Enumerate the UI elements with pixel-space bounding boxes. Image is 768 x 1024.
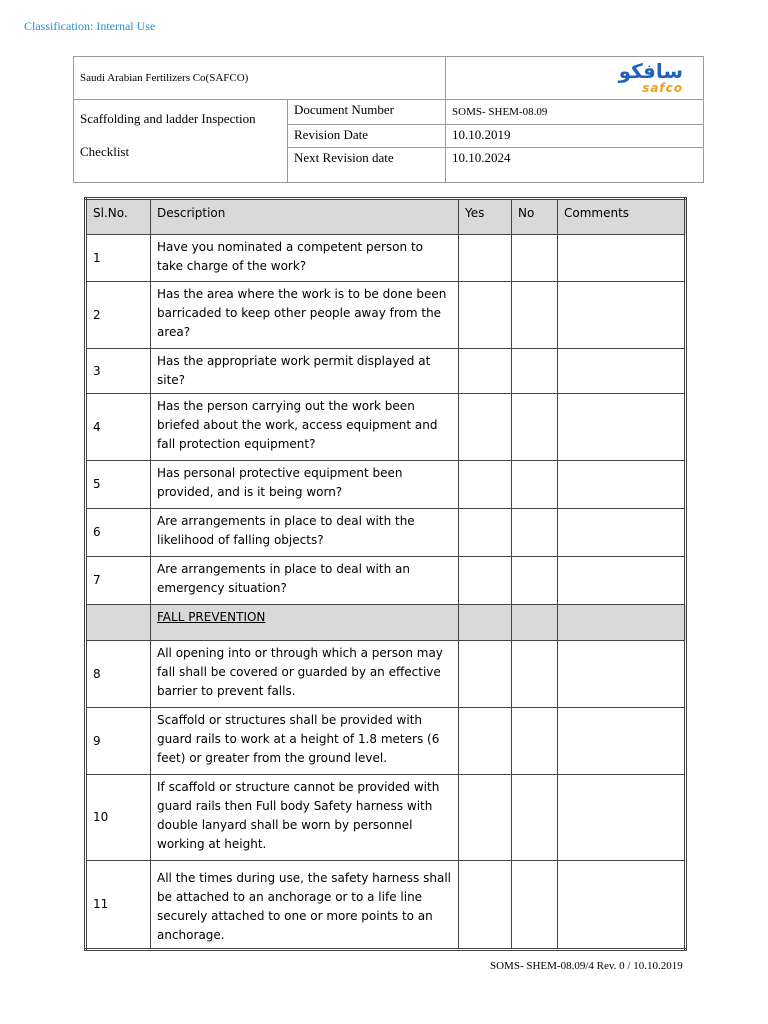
document-number-value: SOMS- SHEM-08.09 (446, 100, 704, 125)
section-cell (459, 605, 512, 641)
header-yes: Yes (459, 199, 512, 235)
row-number: 5 (86, 461, 151, 509)
row-description: Has the appropriate work permit displayed at site? (151, 349, 459, 394)
table-row (86, 461, 686, 509)
footer-document-reference: SOMS- SHEM-08.09/4 Rev. 0 / 10.10.2019 (490, 960, 683, 972)
row-description: Has the person carrying out the work been briefed about the work, access equipment and fall protection equipment? (151, 394, 459, 461)
no-cell[interactable] (512, 775, 558, 861)
table-row (86, 509, 686, 557)
yes-cell[interactable] (459, 861, 512, 950)
logo-arabic-text: سافكو (618, 59, 684, 83)
row-number: 9 (86, 708, 151, 775)
comments-cell[interactable] (558, 394, 686, 461)
no-cell[interactable] (512, 349, 558, 394)
comments-cell[interactable] (558, 349, 686, 394)
yes-cell[interactable] (459, 235, 512, 282)
row-number: 10 (86, 775, 151, 861)
checklist-table (84, 197, 687, 951)
yes-cell[interactable] (459, 282, 512, 349)
company-name: Saudi Arabian Fertilizers Co(SAFCO) (74, 57, 446, 100)
row-description: Scaffold or structures shall be provided with guard rails to work at a height of 1.8 meters (6 feet) or greater from the ground level. (151, 708, 459, 775)
safco-logo (619, 60, 683, 94)
no-cell[interactable] (512, 708, 558, 775)
row-number: 4 (86, 394, 151, 461)
table-row (86, 708, 686, 775)
table-row (86, 775, 686, 861)
row-description: Has the area where the work is to be done been barricaded to keep other people away from the area? (151, 282, 459, 349)
table-row (86, 235, 686, 282)
comments-cell[interactable] (558, 557, 686, 605)
revision-date-label: Revision Date (288, 125, 446, 148)
table-row (86, 557, 686, 605)
comments-cell[interactable] (558, 509, 686, 557)
comments-cell[interactable] (558, 775, 686, 861)
no-cell[interactable] (512, 641, 558, 708)
title-line-1: Scaffolding and ladder Inspection (80, 111, 256, 126)
row-number: 11 (86, 861, 151, 950)
row-number: 8 (86, 641, 151, 708)
yes-cell[interactable] (459, 509, 512, 557)
comments-cell[interactable] (558, 861, 686, 950)
row-description: All the times during use, the safety harness shall be attached to an anchorage or to a life line securely attached to one or more points to an anchorage. (151, 861, 459, 950)
logo-cell (446, 57, 704, 100)
row-number: 1 (86, 235, 151, 282)
table-row (86, 861, 686, 950)
no-cell[interactable] (512, 394, 558, 461)
no-cell[interactable] (512, 235, 558, 282)
row-description: Has personal protective equipment been provided, and is it being worn? (151, 461, 459, 509)
row-number: 7 (86, 557, 151, 605)
no-cell[interactable] (512, 861, 558, 950)
yes-cell[interactable] (459, 708, 512, 775)
logo-english-text: safco (642, 81, 684, 95)
yes-cell[interactable] (459, 461, 512, 509)
yes-cell[interactable] (459, 394, 512, 461)
document-number-label: Document Number (288, 100, 446, 125)
section-row-fall-prevention (86, 605, 686, 641)
no-cell[interactable] (512, 557, 558, 605)
row-description: If scaffold or structure cannot be provided with guard rails then Full body Safety harness with double lanyard shall be worn by personnel working at height. (151, 775, 459, 861)
section-heading (151, 605, 459, 641)
row-description: Are arrangements in place to deal with the likelihood of falling objects? (151, 509, 459, 557)
next-revision-label: Next Revision date (288, 148, 446, 183)
section-cell (512, 605, 558, 641)
row-description: Are arrangements in place to deal with an emergency situation? (151, 557, 459, 605)
header-comments: Comments (558, 199, 686, 235)
row-number: 6 (86, 509, 151, 557)
section-number-cell (86, 605, 151, 641)
comments-cell[interactable] (558, 708, 686, 775)
table-header-row (86, 199, 686, 235)
table-row (86, 641, 686, 708)
title-line-2: Checklist (80, 144, 130, 159)
document-title (74, 100, 288, 183)
comments-cell[interactable] (558, 282, 686, 349)
document-header-table (73, 56, 704, 183)
yes-cell[interactable] (459, 775, 512, 861)
table-row (86, 394, 686, 461)
row-description: All opening into or through which a person may fall shall be covered or guarded by an effective barrier to prevent falls. (151, 641, 459, 708)
classification-label: Classification: Internal Use (24, 19, 156, 33)
header-no: No (512, 199, 558, 235)
header-sl-no: Sl.No. (86, 199, 151, 235)
no-cell[interactable] (512, 461, 558, 509)
table-row (86, 349, 686, 394)
row-number: 2 (86, 282, 151, 349)
comments-cell[interactable] (558, 461, 686, 509)
table-row (86, 282, 686, 349)
next-revision-value: 10.10.2024 (446, 148, 704, 183)
section-heading-text: FALL PREVENTION (157, 610, 266, 624)
section-cell (558, 605, 686, 641)
no-cell[interactable] (512, 282, 558, 349)
comments-cell[interactable] (558, 235, 686, 282)
row-description: Have you nominated a competent person to take charge of the work? (151, 235, 459, 282)
row-number: 3 (86, 349, 151, 394)
yes-cell[interactable] (459, 641, 512, 708)
yes-cell[interactable] (459, 557, 512, 605)
yes-cell[interactable] (459, 349, 512, 394)
comments-cell[interactable] (558, 641, 686, 708)
header-description: Description (151, 199, 459, 235)
no-cell[interactable] (512, 509, 558, 557)
revision-date-value: 10.10.2019 (446, 125, 704, 148)
